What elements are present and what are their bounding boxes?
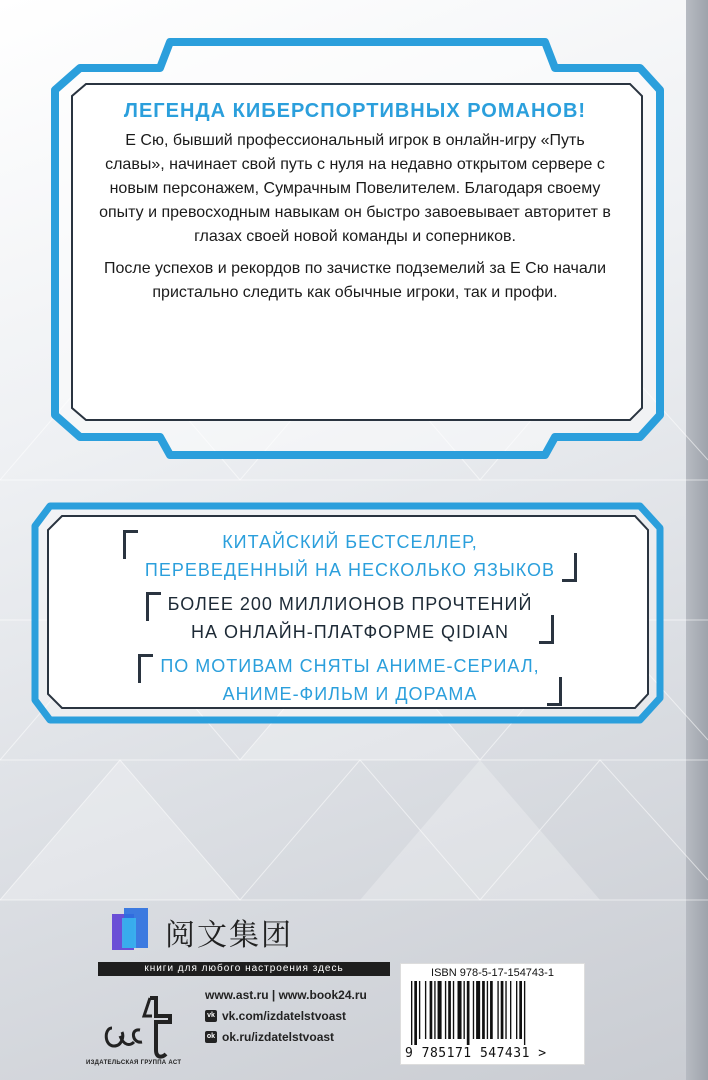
barcode-image	[409, 981, 575, 1045]
ok-icon: ok	[205, 1031, 217, 1043]
barcode-bar	[414, 981, 417, 1045]
highlight-item	[146, 590, 555, 646]
barcode-bar	[464, 981, 465, 1039]
highlight-line: КИТАЙСКИЙ БЕСТСЕЛЛЕР,	[222, 532, 478, 552]
barcode-bar	[516, 981, 517, 1039]
highlight-item	[123, 528, 577, 584]
highlights-list	[70, 528, 630, 714]
barcode-bar	[497, 981, 498, 1039]
ast-caption: ИЗДАТЕЛЬСКАЯ ГРУППА АСТ	[86, 1060, 182, 1066]
barcode-bar	[476, 981, 480, 1039]
vk-row	[205, 1005, 367, 1026]
bracket-open	[146, 592, 161, 621]
description-heading: ЛЕГЕНДА КИБЕРСПОРТИВНЫХ РОМАНОВ!	[123, 100, 587, 122]
bracket-close	[547, 677, 562, 706]
highlight-line: АНИМЕ-ФИЛЬМ И ДОРАМА	[222, 684, 478, 704]
publisher-name: 阅文集团	[165, 918, 293, 953]
barcode-bar	[524, 981, 525, 1045]
barcode-bar	[510, 981, 511, 1039]
barcode-bar	[467, 981, 470, 1045]
barcode-bar	[501, 981, 504, 1039]
barcode-bar	[425, 981, 426, 1039]
publisher-tagline: книги для любого настроения здесь	[98, 962, 390, 976]
barcode-bar	[482, 981, 485, 1039]
china-literature-logo-icon	[108, 904, 158, 956]
bracket-close	[539, 615, 554, 644]
barcode-bar	[505, 981, 506, 1039]
description-paragraph: После успехов и рекордов по зачистке подземелий за Е Сю начали пристально следить как обычные игроки, так и профи.	[103, 260, 607, 301]
websites-row	[205, 984, 367, 1005]
description-paragraph: Е Сю, бывший профессиональный игрок в онлайн-игру «Путь славы», начинает свой путь с нуля на недавно открытом сервере с новым персонажем, Сумрачным Повелителем. Благодаря своему опыту и превосходным навыкам он быстро завоевывает авторитет в глазах своей новой команды и соперников.	[99, 132, 611, 245]
barcode-bar	[434, 981, 435, 1039]
barcode-bar	[453, 981, 454, 1039]
barcode-bar	[458, 981, 462, 1039]
highlight-line: ПЕРЕВЕДЕННЫЙ НА НЕСКОЛЬКО ЯЗЫКОВ	[144, 560, 556, 580]
barcode-bar	[411, 981, 412, 1045]
highlight-line: БОЛЕЕ 200 МИЛЛИОНОВ ПРОЧТЕНИЙ	[167, 594, 533, 614]
bracket-open	[123, 530, 138, 559]
publisher-links	[205, 984, 367, 1047]
vk-link[interactable]: vk.com/izdatelstvoast	[222, 1008, 347, 1023]
barcode-bar	[473, 981, 474, 1039]
isbn-text: ISBN 978-5-17-154743-1	[431, 967, 554, 979]
highlight-line: ПО МОТИВАМ СНЯТЫ АНИМЕ-СЕРИАЛ,	[160, 656, 540, 676]
websites-link[interactable]: www.ast.ru | www.book24.ru	[205, 987, 367, 1002]
barcode-panel	[400, 963, 585, 1065]
barcode-bar	[519, 981, 522, 1039]
highlight-item	[138, 652, 561, 708]
barcode-bar	[430, 981, 433, 1039]
vk-icon: vk	[205, 1010, 217, 1022]
barcode-digits: 9 785171 547431 >	[405, 1046, 547, 1061]
bracket-close	[562, 553, 577, 582]
barcode-bar	[490, 981, 493, 1039]
highlight-line: НА ОНЛАЙН-ПЛАТФОРМЕ QIDIAN	[190, 622, 509, 642]
ok-link[interactable]: ok.ru/izdatelstvoast	[222, 1029, 335, 1044]
bracket-open	[138, 654, 153, 683]
barcode-bar	[438, 981, 442, 1039]
barcode-bar	[419, 981, 420, 1039]
barcode-bar	[445, 981, 446, 1039]
barcode-bar	[487, 981, 488, 1039]
ok-row	[205, 1026, 367, 1047]
barcode-bar	[448, 981, 451, 1039]
